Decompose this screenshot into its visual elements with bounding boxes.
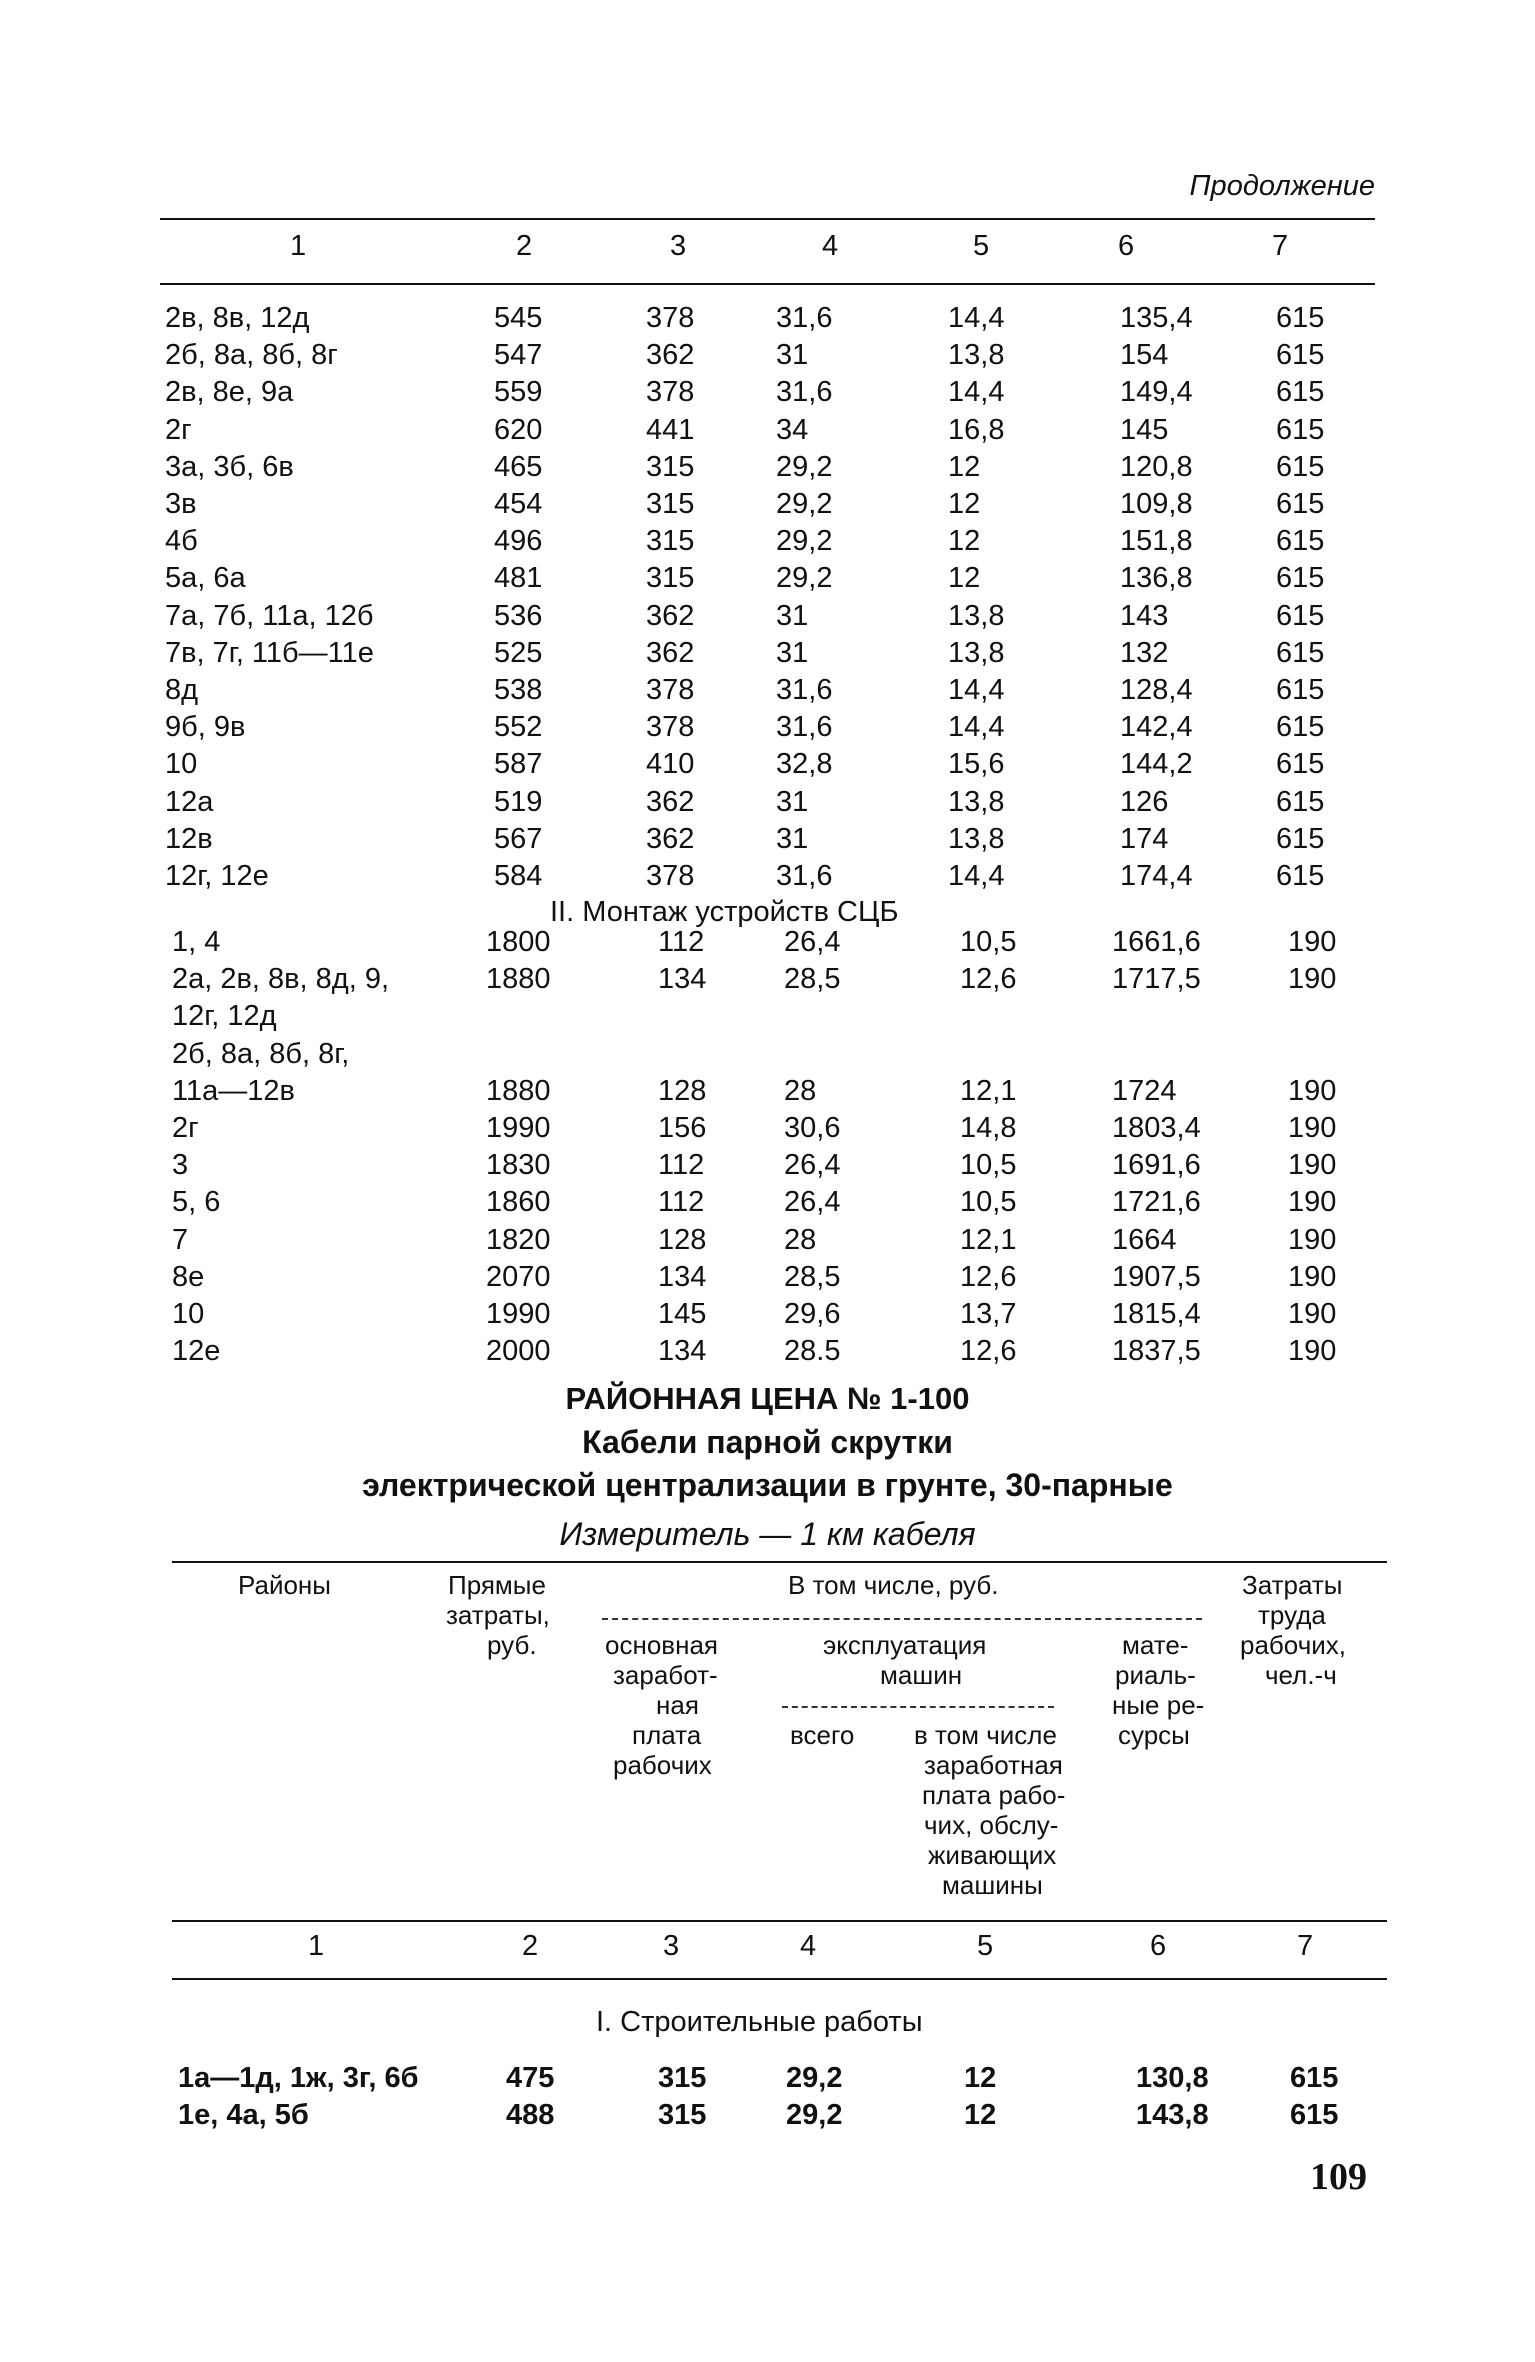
cell-value: 13,8 — [948, 822, 1005, 855]
cell-value: 362 — [646, 599, 695, 632]
cell-value: 29,2 — [776, 525, 833, 558]
cell-value: 28,5 — [784, 1260, 841, 1293]
col-number-2: 2 — [522, 1930, 539, 1962]
col-head-direct-3: руб. — [487, 1630, 537, 1660]
cell-value: 1830 — [486, 1149, 551, 1182]
cell-value: 14,4 — [948, 711, 1005, 744]
cell-value: 126 — [1120, 785, 1169, 818]
cell-value: 615 — [1276, 413, 1325, 446]
cell-value: 1880 — [486, 963, 551, 996]
col-header-6: 6 — [1118, 230, 1135, 262]
row-label: 2в, 8в, 12д — [165, 302, 310, 334]
col-head-labor-3: рабочих, — [1240, 1630, 1346, 1660]
cell-value: 378 — [646, 860, 695, 892]
continuation-label: Продолжение — [1189, 170, 1375, 202]
cell-value: 1860 — [486, 1186, 551, 1219]
cell-value: 615 — [1276, 785, 1325, 818]
cell-value: 10,5 — [960, 1149, 1017, 1182]
cell-value: 32,8 — [776, 748, 833, 781]
cell-value: 315 — [646, 450, 695, 483]
cell-value: 154 — [1120, 339, 1169, 372]
row-label: 12г, 12е — [165, 860, 269, 892]
cell-value: 134 — [658, 1260, 707, 1293]
cell-value: 1661,6 — [1112, 926, 1201, 958]
row-label: 2г — [172, 1112, 199, 1144]
cell-value: 16,8 — [948, 413, 1005, 446]
cell-value: 615 — [1276, 599, 1325, 632]
cell-value: 454 — [494, 488, 543, 520]
cell-value: 112 — [658, 1149, 705, 1182]
cell-value: 1880 — [486, 1074, 551, 1107]
cell-value: 13,8 — [948, 636, 1005, 669]
cell-value: 190 — [1288, 1298, 1337, 1330]
cell-value: 615 — [1276, 562, 1325, 595]
col-header-4: 4 — [822, 230, 839, 262]
table-row — [0, 560, 1535, 597]
table2-header-rule — [172, 1920, 1387, 1922]
col-head-direct-1: Прямые — [448, 1570, 546, 1600]
cell-value: 134 — [658, 1335, 707, 1368]
col-head-including: В том числе, руб. — [788, 1570, 999, 1600]
cell-value: 1721,6 — [1112, 1186, 1201, 1219]
cell-value: 615 — [1276, 302, 1325, 334]
table-row — [0, 598, 1535, 635]
col-head-labor-2: труда — [1258, 1600, 1326, 1630]
cell-value: 1664 — [1112, 1223, 1177, 1256]
cell-value: 552 — [494, 711, 543, 744]
cell-value: 156 — [658, 1112, 707, 1144]
row-label: 7в, 7г, 11б—11е — [165, 636, 374, 669]
row-label: 12в — [165, 822, 213, 855]
col-head-wage-3: ная — [656, 1690, 699, 1720]
col-head-wage-1: основная — [605, 1630, 718, 1660]
col-number-4: 4 — [800, 1930, 817, 1962]
cell-value: 12 — [948, 488, 981, 520]
subtitle-line-2: электрической централизации в грунте, 30-парные — [362, 1467, 1173, 1503]
table-header-rule — [160, 283, 1375, 285]
table-row — [0, 412, 1535, 449]
cell-value: 10,5 — [960, 926, 1017, 958]
page-number: 109 — [1310, 2156, 1367, 2198]
cell-value: 10,5 — [960, 1186, 1017, 1219]
cell-value: 362 — [646, 339, 695, 372]
row-label: 12е — [172, 1335, 221, 1368]
cell-value: 1815,4 — [1112, 1298, 1201, 1330]
cell-value: 615 — [1276, 674, 1325, 706]
cell-value: 143 — [1120, 599, 1169, 632]
cell-value: 12 — [964, 2062, 997, 2094]
cell-value: 12,1 — [960, 1074, 1017, 1107]
cell-value: 315 — [658, 2099, 707, 2131]
cell-value: 29,6 — [784, 1298, 841, 1330]
col-number-3: 3 — [663, 1930, 680, 1962]
row-label: 8д — [165, 674, 199, 706]
table2-number-row — [0, 1928, 1535, 1965]
cell-value: 120,8 — [1120, 450, 1193, 483]
cell-value: 31,6 — [776, 302, 833, 334]
cell-value: 615 — [1276, 822, 1325, 855]
cell-value: 34 — [776, 413, 809, 446]
table-header-row — [0, 228, 1535, 265]
cell-value: 130,8 — [1136, 2062, 1209, 2094]
table-row — [0, 1110, 1535, 1147]
cell-value: 2070 — [486, 1260, 551, 1293]
col-head-materials-4: сурсы — [1118, 1720, 1190, 1750]
cell-value: 1907,5 — [1112, 1260, 1201, 1293]
cell-value: 315 — [646, 562, 695, 595]
cell-value: 1803,4 — [1112, 1112, 1201, 1144]
cell-value: 190 — [1288, 963, 1337, 996]
cell-value: 13,8 — [948, 599, 1005, 632]
meter-line: Измеритель — 1 км кабеля — [559, 1516, 976, 1552]
row-label: 5, 6 — [172, 1186, 221, 1219]
cell-value: 615 — [1276, 860, 1325, 892]
cell-value: 31 — [776, 822, 809, 855]
row-label: 4б — [165, 525, 198, 558]
cell-value: 1717,5 — [1112, 963, 1201, 996]
table-row — [0, 1333, 1535, 1370]
cell-value: 587 — [494, 748, 543, 781]
col-number-6: 6 — [1150, 1930, 1167, 1962]
cell-value: 378 — [646, 711, 695, 744]
cell-value: 28.5 — [784, 1335, 841, 1368]
table-top-rule — [160, 218, 1375, 220]
row-label: 1, 4 — [172, 926, 221, 958]
row-label: 10 — [165, 748, 198, 781]
cell-value: 496 — [494, 525, 543, 558]
cell-value: 547 — [494, 339, 543, 372]
cell-value: 132 — [1120, 636, 1169, 669]
cell-value: 567 — [494, 822, 543, 855]
cell-value: 615 — [1290, 2099, 1339, 2131]
cell-value: 1990 — [486, 1112, 551, 1144]
col-head-incl-wage-2: заработная — [924, 1750, 1063, 1780]
col-head-regions: Районы — [238, 1570, 331, 1600]
cell-value: 615 — [1276, 488, 1325, 520]
cell-value: 13,8 — [948, 785, 1005, 818]
cell-value: 12,6 — [960, 1335, 1017, 1368]
cell-value: 12 — [964, 2099, 997, 2131]
table-row — [0, 1222, 1535, 1259]
cell-value: 545 — [494, 302, 543, 334]
cell-value: 488 — [506, 2099, 555, 2131]
cell-value: 190 — [1288, 1112, 1337, 1144]
col-number-7: 7 — [1297, 1930, 1314, 1962]
cell-value: 28,5 — [784, 963, 841, 996]
cell-value: 31,6 — [776, 860, 833, 892]
table-row — [0, 1296, 1535, 1333]
cell-value: 174,4 — [1120, 860, 1193, 892]
row-label: 3 — [172, 1149, 189, 1182]
cell-value: 615 — [1276, 711, 1325, 744]
cell-value: 538 — [494, 674, 543, 706]
cell-value: 151,8 — [1120, 525, 1193, 558]
table-row — [0, 635, 1535, 672]
cell-value: 142,4 — [1120, 711, 1193, 744]
cell-value: 26,4 — [784, 926, 841, 958]
cell-value: 15,6 — [948, 748, 1005, 781]
cell-value: 559 — [494, 376, 543, 409]
cell-value: 28 — [784, 1074, 817, 1107]
table-row — [0, 858, 1535, 895]
col-head-total: всего — [790, 1720, 855, 1750]
cell-value: 12,6 — [960, 1260, 1017, 1293]
cell-value: 14,4 — [948, 302, 1005, 334]
cell-value: 128 — [658, 1074, 707, 1107]
table-row — [0, 300, 1535, 337]
row-label: 2г — [165, 413, 192, 446]
cell-value: 441 — [646, 413, 695, 446]
cell-value: 12 — [948, 450, 981, 483]
cell-value: 29,2 — [776, 488, 833, 520]
col-head-labor-4: чел.-ч — [1265, 1660, 1337, 1690]
row-label: 5а, 6а — [165, 562, 246, 595]
col-head-wage-4: плата — [632, 1720, 702, 1750]
cell-value: 190 — [1288, 1335, 1337, 1368]
col-head-wage-5: рабочих — [613, 1750, 712, 1780]
cell-value: 31,6 — [776, 376, 833, 409]
price-title: РАЙОННАЯ ЦЕНА № 1-100 — [565, 1381, 970, 1416]
cell-value: 378 — [646, 674, 695, 706]
cell-value: 190 — [1288, 1074, 1337, 1107]
table-row — [0, 672, 1535, 709]
col-head-materials-2: риаль- — [1115, 1660, 1196, 1690]
cell-value: 13,7 — [960, 1298, 1017, 1330]
table-row — [0, 746, 1535, 783]
table2-top-rule — [172, 1561, 1387, 1563]
cell-value: 31 — [776, 599, 809, 632]
table-row — [0, 1036, 1535, 1073]
table-row — [0, 1073, 1535, 1110]
row-label: 7а, 7б, 11а, 12б — [165, 599, 374, 632]
cell-value: 525 — [494, 636, 543, 669]
row-label: 3в — [165, 488, 197, 520]
row-label: 2б, 8а, 8б, 8г, — [172, 1037, 350, 1070]
cell-value: 1691,6 — [1112, 1149, 1201, 1182]
col-head-labor-1: Затраты — [1242, 1570, 1343, 1600]
col-head-machines-1: эксплуатация — [823, 1630, 987, 1660]
cell-value: 135,4 — [1120, 302, 1193, 334]
cell-value: 12,6 — [960, 963, 1017, 996]
table-row — [0, 1184, 1535, 1221]
table2-section-title: I. Строительные работы — [596, 2006, 923, 2038]
cell-value: 174 — [1120, 822, 1169, 855]
table-row — [0, 1259, 1535, 1296]
cell-value: 465 — [494, 450, 543, 483]
col-header-7: 7 — [1272, 230, 1289, 262]
cell-value: 584 — [494, 860, 543, 892]
cell-value: 12,1 — [960, 1223, 1017, 1256]
cell-value: 134 — [658, 963, 707, 996]
cell-value: 149,4 — [1120, 376, 1193, 409]
col-header-3: 3 — [670, 230, 687, 262]
cell-value: 362 — [646, 822, 695, 855]
cell-value: 1820 — [486, 1223, 551, 1256]
cell-value: 190 — [1288, 926, 1337, 958]
row-label: 11а—12в — [172, 1074, 295, 1107]
row-label: 1а—1д, 1ж, 3г, 6б — [178, 2062, 419, 2094]
cell-value: 26,4 — [784, 1186, 841, 1219]
header-dash-rule — [602, 1618, 1202, 1620]
cell-value: 536 — [494, 599, 543, 632]
cell-value: 615 — [1276, 636, 1325, 669]
section-title: II. Монтаж устройств СЦБ — [550, 896, 899, 928]
cell-value: 112 — [658, 1186, 705, 1219]
cell-value: 615 — [1290, 2062, 1339, 2094]
cell-value: 190 — [1288, 1223, 1337, 1256]
col-head-incl-wage-3: плата рабо- — [922, 1780, 1066, 1810]
cell-value: 136,8 — [1120, 562, 1193, 595]
cell-value: 362 — [646, 636, 695, 669]
table-row — [0, 449, 1535, 486]
table-row — [0, 2097, 1535, 2134]
cell-value: 128,4 — [1120, 674, 1193, 706]
row-label: 3а, 3б, 6в — [165, 450, 294, 483]
cell-value: 14,4 — [948, 376, 1005, 409]
machines-dash-rule — [782, 1706, 1054, 1708]
row-label: 9б, 9в — [165, 711, 246, 744]
row-label: 10 — [172, 1298, 205, 1330]
cell-value: 29,2 — [786, 2062, 843, 2094]
col-number-5: 5 — [977, 1930, 994, 1962]
row-label: 12г, 12д — [172, 1000, 277, 1033]
cell-value: 410 — [646, 748, 695, 781]
row-label: 1е, 4а, 5б — [178, 2099, 309, 2131]
cell-value: 12 — [948, 525, 981, 558]
cell-value: 26,4 — [784, 1149, 841, 1182]
cell-value: 362 — [646, 785, 695, 818]
col-number-1: 1 — [308, 1930, 325, 1962]
cell-value: 1800 — [486, 926, 551, 958]
cell-value: 29,2 — [776, 450, 833, 483]
col-head-direct-2: затраты, — [446, 1600, 550, 1630]
cell-value: 14,8 — [960, 1112, 1017, 1144]
col-header-2: 2 — [516, 230, 533, 262]
col-head-materials-1: мате- — [1122, 1630, 1189, 1660]
cell-value: 31,6 — [776, 674, 833, 706]
cell-value: 378 — [646, 302, 695, 334]
cell-value: 145 — [1120, 413, 1169, 446]
cell-value: 1990 — [486, 1298, 551, 1330]
row-label: 8е — [172, 1260, 205, 1293]
table-row — [0, 709, 1535, 746]
cell-value: 13,8 — [948, 339, 1005, 372]
col-head-machines-2: машин — [880, 1660, 963, 1690]
col-head-wage-2: заработ- — [613, 1660, 718, 1690]
cell-value: 190 — [1288, 1149, 1337, 1182]
row-label: 12а — [165, 785, 214, 818]
table-row — [0, 784, 1535, 821]
row-label: 7 — [172, 1223, 189, 1256]
cell-value: 481 — [494, 562, 543, 595]
col-header-1: 1 — [290, 230, 307, 262]
row-label: 2а, 2в, 8в, 8д, 9, — [172, 963, 390, 996]
table-row — [0, 374, 1535, 411]
cell-value: 31,6 — [776, 711, 833, 744]
table-row — [0, 998, 1535, 1035]
col-head-incl-wage-4: чих, обслу- — [924, 1810, 1059, 1840]
cell-value: 519 — [494, 785, 543, 818]
cell-value: 128 — [658, 1223, 707, 1256]
cell-value: 378 — [646, 376, 695, 409]
table2-number-rule — [172, 1978, 1387, 1980]
cell-value: 615 — [1276, 525, 1325, 558]
table-row — [0, 337, 1535, 374]
cell-value: 31 — [776, 785, 809, 818]
cell-value: 31 — [776, 339, 809, 372]
table-row — [0, 961, 1535, 998]
col-head-materials-3: ные ре- — [1112, 1690, 1205, 1720]
cell-value: 615 — [1276, 450, 1325, 483]
col-head-incl-wage-1: в том числе — [914, 1720, 1057, 1750]
cell-value: 315 — [646, 488, 695, 520]
cell-value: 14,4 — [948, 860, 1005, 892]
row-label: 2в, 8е, 9а — [165, 376, 294, 409]
cell-value: 1724 — [1112, 1074, 1177, 1107]
cell-value: 190 — [1288, 1186, 1337, 1219]
cell-value: 190 — [1288, 1260, 1337, 1293]
cell-value: 144,2 — [1120, 748, 1193, 781]
subtitle-line-1: Кабели парной скрутки — [582, 1424, 953, 1460]
cell-value: 615 — [1276, 376, 1325, 409]
table-row — [0, 1147, 1535, 1184]
col-header-5: 5 — [973, 230, 990, 262]
table-row — [0, 486, 1535, 523]
table-row — [0, 821, 1535, 858]
cell-value: 615 — [1276, 339, 1325, 372]
cell-value: 615 — [1276, 748, 1325, 781]
cell-value: 620 — [494, 413, 543, 446]
cell-value: 2000 — [486, 1335, 551, 1368]
cell-value: 29,2 — [786, 2099, 843, 2131]
cell-value: 29,2 — [776, 562, 833, 595]
table-row — [0, 523, 1535, 560]
cell-value: 12 — [948, 562, 981, 595]
table-row — [0, 924, 1535, 961]
col-head-incl-wage-5: живающих — [928, 1840, 1057, 1870]
cell-value: 112 — [658, 926, 705, 958]
cell-value: 315 — [646, 525, 695, 558]
cell-value: 475 — [506, 2062, 555, 2094]
cell-value: 145 — [658, 1298, 707, 1330]
cell-value: 143,8 — [1136, 2099, 1209, 2131]
cell-value: 109,8 — [1120, 488, 1193, 520]
cell-value: 31 — [776, 636, 809, 669]
col-head-incl-wage-6: машины — [942, 1870, 1043, 1900]
cell-value: 1837,5 — [1112, 1335, 1201, 1368]
cell-value: 14,4 — [948, 674, 1005, 706]
cell-value: 28 — [784, 1223, 817, 1256]
row-label: 2б, 8а, 8б, 8г — [165, 339, 338, 372]
cell-value: 315 — [658, 2062, 707, 2094]
cell-value: 30,6 — [784, 1112, 841, 1144]
table-row — [0, 2060, 1535, 2097]
